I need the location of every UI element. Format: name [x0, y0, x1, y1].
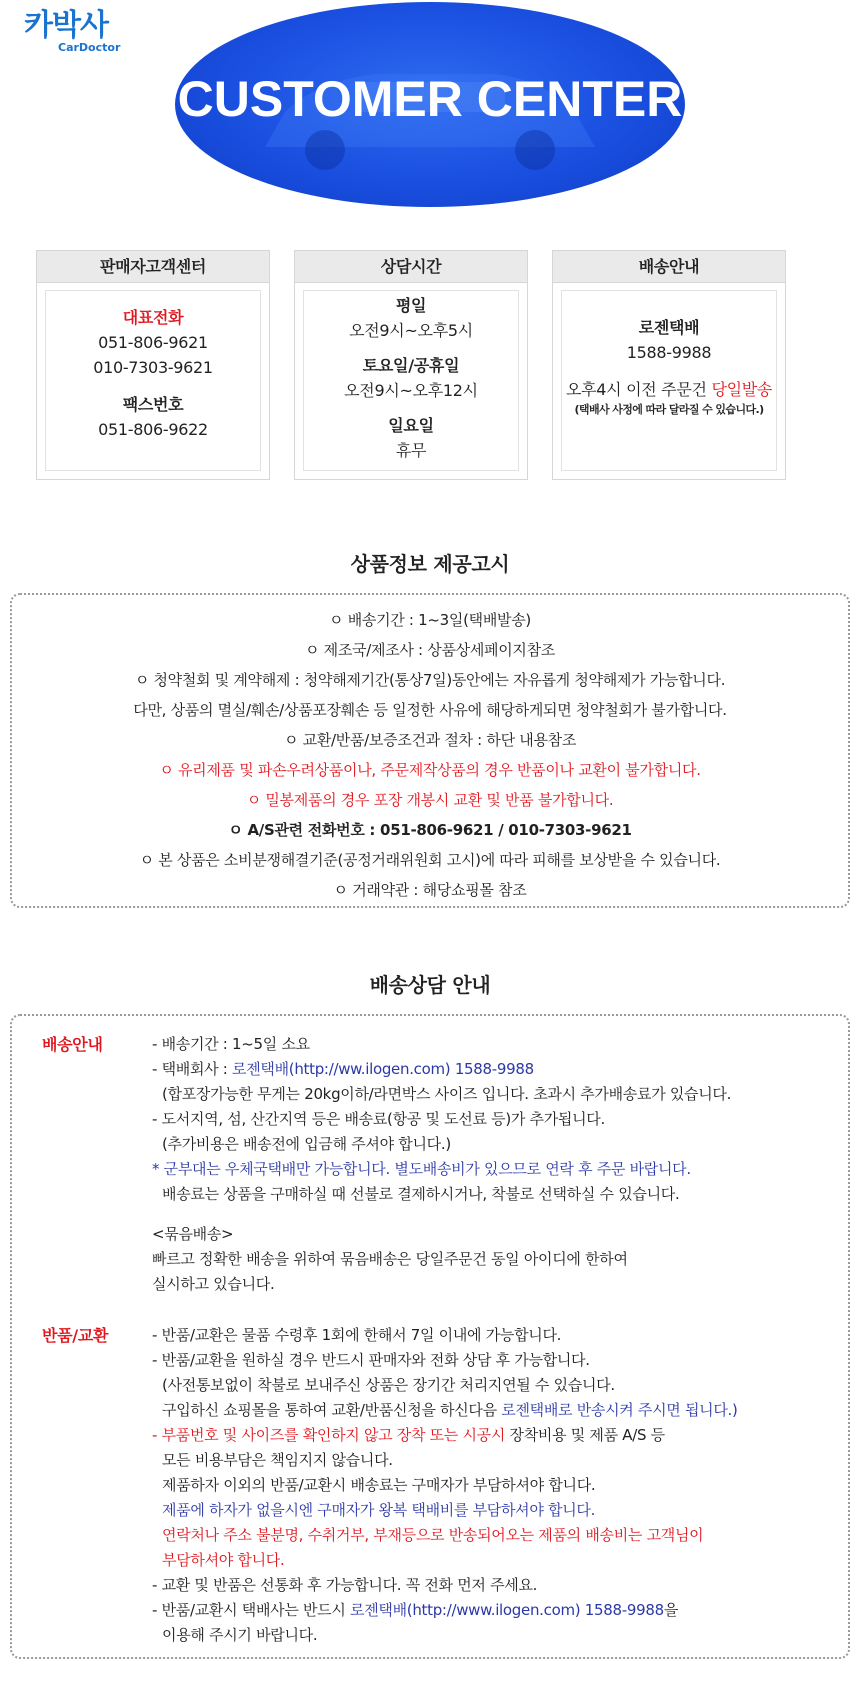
weekday-time: 오전9시~오후5시: [349, 321, 473, 340]
courier-phone: 1588-9988: [626, 343, 712, 362]
return-line: 제품하자 이외의 반품/교환시 배송료는 구매자가 부담하셔야 합니다.: [162, 1476, 596, 1494]
return-section-label: 반품/교환: [42, 1326, 109, 1345]
notice-line: ㅇ 배송기간 : 1~3일(택배발송): [329, 611, 531, 629]
logo-english-text: CarDoctor: [58, 41, 121, 54]
fax-label: 팩스번호: [122, 395, 184, 414]
rep-phone-label: 대표전화: [122, 308, 184, 327]
seller-service-box: [36, 250, 270, 480]
saturday-holiday-label: 토요일/공휴일: [362, 356, 460, 375]
shipping-details: [152, 1032, 731, 1297]
customer-center-banner: [175, 2, 685, 207]
bundle-title: <묶음배송>: [152, 1225, 234, 1243]
same-day-highlight: 당일발송: [711, 380, 773, 399]
ship-line: 배송료는 상품을 구매하실 때 선불로 결제하시거나, 착불로 선택하실 수 있습니다.: [162, 1185, 680, 1203]
shipping-box-title: 배송안내: [553, 251, 785, 283]
return-line: - 반품/교환은 물품 수령후 1회에 한해서 7일 이내에 가능합니다.: [152, 1326, 562, 1344]
shipping-info-box: [552, 250, 786, 480]
ship-line: - 배송기간 : 1~5일 소요: [152, 1035, 310, 1053]
weekday-label: 평일: [395, 296, 427, 315]
notice-line-warning: ㅇ 밀봉제품의 경우 포장 개봉시 교환 및 반품 불가합니다.: [246, 791, 614, 809]
notice-line: ㅇ 거래약관 : 해당쇼핑몰 참조: [333, 881, 527, 899]
return-line: (사전통보없이 착불로 보내주신 상품은 장기간 처리지연될 수 있습니다.: [162, 1376, 615, 1394]
notice-line: ㅇ 본 상품은 소비분쟁해결기준(공정거래위원회 고시)에 따라 피해를 보상받을 수 있습니다.: [139, 851, 721, 869]
return-line-returned: 연락처나 주소 불분명, 수취거부, 부재등으로 반송되어오는 제품의 배송비는 고객님이: [162, 1526, 704, 1544]
delivery-guide-box: [10, 1014, 850, 1659]
ship-line: (추가비용은 배송전에 입금해 주셔야 합니다.): [162, 1135, 451, 1153]
notice-line: ㅇ 청약철회 및 계약해제 : 청약해제기간(통상7일)동안에는 자유롭게 청약해제가 가능합니다.: [134, 671, 726, 689]
notice-line-as-phone: ㅇ A/S관련 전화번호 : 051-806-9621 / 010-7303-9621: [228, 821, 632, 839]
rep-phone-2: 010-7303-9621: [93, 358, 213, 377]
return-line-logen: 구입하신 쇼핑몰을 통하여 교환/반품신청을 하신다음 로젠택배로 반송시켜 주시면 됩니다.): [162, 1401, 738, 1419]
ship-line: - 도서지역, 섬, 산간지역 등은 배송료(항공 및 도선료 등)가 추가됩니다.: [152, 1110, 605, 1128]
return-line-parts: - 부품번호 및 사이즈를 확인하지 않고 장착 또는 시공시 장착비용 및 제품 A/S 등: [152, 1426, 665, 1444]
sunday-label: 일요일: [388, 416, 434, 435]
brand-logo: [24, 8, 121, 54]
ship-line: (합포장가능한 무게는 20kg이하/라면박스 사이즈 입니다. 초과시 추가배송료가 있습니다.: [162, 1085, 732, 1103]
return-line-no-defect: 제품에 하자가 없을시엔 구매자가 왕복 택배비를 부담하셔야 합니다.: [162, 1501, 596, 1519]
bundle-line: 빠르고 정확한 배송을 위하여 묶음배송은 당일주문건 동일 아이디에 한하여: [152, 1250, 628, 1268]
same-day-shipping: 오후4시 이전 주문건 당일발송: [565, 380, 773, 399]
notice-line: ㅇ 제조국/제조사 : 상품상세페이지참조: [305, 641, 555, 659]
return-line: 이용해 주시기 바랍니다.: [162, 1626, 318, 1644]
courier-link: 로젠택배(http://ww.ilogen.com) 1588-9988: [232, 1060, 534, 1078]
notice-line: 다만, 상품의 멸실/훼손/상품포장훼손 등 일정한 사유에 해당하게되면 청약철회가 불가합니다.: [133, 701, 727, 719]
ship-line-military: * 군부대는 우체국택배만 가능합니다. 별도배송비가 있으므로 연락 후 주문 바랍니다.: [152, 1160, 691, 1178]
seller-box-title: 판매자고객센터: [37, 251, 269, 283]
bundle-line: 실시하고 있습니다.: [152, 1275, 275, 1293]
ship-line-courier: - 택배회사 : 로젠택배(http://ww.ilogen.com) 1588-9988: [152, 1060, 534, 1078]
return-details: [152, 1323, 738, 1648]
delivery-guide-title: 배송상담 안내: [369, 973, 491, 997]
return-courier-link: 로젠택배(http://www.ilogen.com) 1588-9988: [350, 1601, 664, 1619]
consult-hours-box: [294, 250, 528, 480]
product-notice-box: [10, 593, 850, 908]
return-line-returned: 부담하셔야 합니다.: [162, 1551, 285, 1569]
shipping-section-label: 배송안내: [42, 1035, 103, 1054]
return-line: 모든 비용부담은 책임지지 않습니다.: [162, 1451, 393, 1469]
courier-name: 로젠택배: [638, 318, 700, 337]
sunday-time: 휴무: [395, 441, 427, 460]
return-line: - 교환 및 반품은 선통화 후 가능합니다. 꼭 전화 먼저 주세요.: [152, 1576, 538, 1594]
return-line-courier: - 반품/교환시 택배사는 반드시 로젠택배(http://www.ilogen.com) 1588-9988을: [152, 1601, 679, 1619]
saturday-holiday-time: 오전9시~오후12시: [344, 381, 478, 400]
notice-line-warning: ㅇ 유리제품 및 파손우려상품이나, 주문제작상품의 경우 반품이나 교환이 불가합니다.: [159, 761, 701, 779]
parts-warning: - 부품번호 및 사이즈를 확인하지 않고 장착 또는 시공시: [152, 1426, 506, 1444]
hours-box-title: 상담시간: [295, 251, 527, 283]
return-logen-text: 로젠택배로 반송시켜 주시면 됩니다.): [501, 1401, 738, 1419]
return-line: - 반품/교환을 원하실 경우 반드시 판매자와 전화 상담 후 가능합니다.: [152, 1351, 590, 1369]
product-notice-title: 상품정보 제공고시: [350, 552, 510, 576]
notice-line: ㅇ 교환/반품/보증조건과 절차 : 하단 내용참조: [283, 731, 577, 749]
shipping-note: (택배사 사정에 따라 달라질 수 있습니다.): [574, 403, 764, 416]
rep-phone-1: 051-806-9621: [98, 333, 208, 352]
banner-title: CUSTOMER CENTER: [177, 71, 683, 127]
fax-number: 051-806-9622: [98, 420, 208, 439]
logo-korean-text: 카박사: [24, 8, 108, 43]
